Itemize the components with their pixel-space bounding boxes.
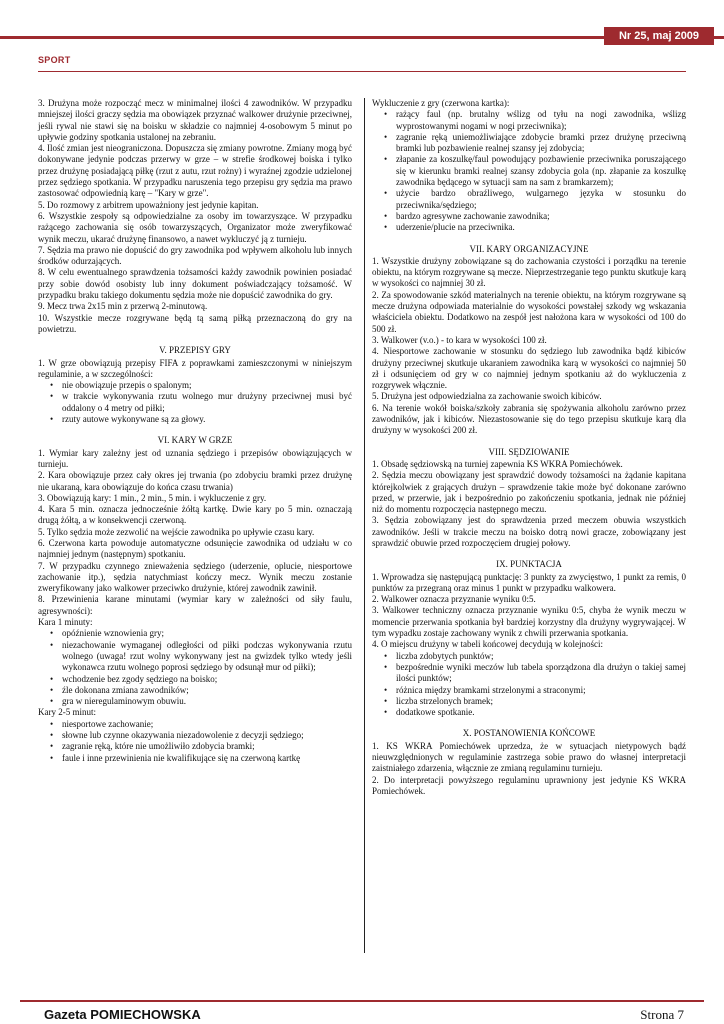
section-heading: VII. KARY ORGANIZACYJNE (469, 243, 589, 254)
paragraph: 7. W przypadku czynnego znieważenia sędziego (uderzenie, oplucie, niesportowe zachowanie itp.), sędzia natychmiast kończy mecz. Wynik meczu zostanie zweryfikowany jako walkower przeciwko drużynie, której zawodnik zawinił. (38, 560, 352, 594)
bullet-item: • gra w nieregulaminowym obuwiu. (38, 696, 352, 707)
paragraph: 10. Wszystkie mecze rozgrywane będą tą samą piłką przeznaczoną do gry na powietrzu. (38, 312, 352, 334)
bullet-item: • rażący faul (np. brutalny wślizg od tyłu na nogi zawodnika, wślizg wyprostowanymi nogami w nogi przeciwnika); (372, 109, 686, 132)
bullet-item: • bezpośrednie wyniki meczów lub tabela sporządzona dla drużyn o takiej samej ilości punktów; (372, 662, 686, 685)
section-heading: V. PRZEPISY GRY (159, 345, 231, 356)
paragraph: 1. Wprowadza się następującą punktację: 3 punkty za zwycięstwo, 1 punkt za remis, 0 punktów za przegraną oraz minus 1 punkt w przypadku walkowera. (372, 571, 686, 593)
paragraph: 3. Drużyna może rozpocząć mecz w minimalnej ilości 4 zawodników. W przypadku mniejszej ilości graczy sędzia ma obowiązek przyznać walkower drużynie przeciwnej, jeśli rywal nie stawi się na boisku w składzie co najmniej 4-osobowym 5 minut po upływie godziny spotkania ustalonej na zebraniu. (38, 98, 352, 142)
bullet-item: • uderzenie/plucie na przeciwnika. (372, 222, 686, 233)
paragraph: 7. Sędzia ma prawo nie dopuścić do gry zawodnika pod wpływem alkoholu lub innych środków odurzających. (38, 244, 352, 267)
issue-label: Nr 25, maj 2009 (604, 27, 714, 45)
top-banner (0, 0, 724, 56)
bullet-item: • liczba strzelonych bramek; (372, 696, 686, 707)
bullet-item: • rzuty autowe wykonywane są za głowy. (38, 414, 352, 425)
section-label: SPORT (38, 55, 71, 65)
paragraph: 1. W grze obowiązują przepisy FIFA z poprawkami zamieszczonymi w niniejszym regulaminie, a w szczególności: (38, 357, 352, 379)
paragraph: 1. KS WKRA Pomiechówek uprzedza, że w sytuacjach nietypowych bądź nieuwzględnionych w regulaminie zastrzega sobie prawo do własnej interpretacji zaistniałego zdarzenia, włącznie ze zmianą regulaminu turnieju. (372, 740, 686, 774)
paragraph: 3. Walkower techniczny oznacza przyznanie wyniku 0:5, chyba że wynik meczu w momencie przerwania spotkania był bardziej korzystny dla drużyny wygrywającej. W tym wypadku zostaje zachowany wynik z chwili przerwania spotkania. (372, 605, 686, 639)
paragraph: 1. Wszystkie drużyny zobowiązane są do zachowania czystości i porządku na terenie obiektu, na którym rozgrywane są mecze. Nieprzestrzeganie tego punktu skutkuje karą w wysokości co najmniej 30 zł. (372, 255, 686, 289)
paragraph: Kara 1 minuty: (38, 617, 93, 628)
paragraph: 2. Walkower oznacza przyznanie wyniku 0:5. (372, 594, 536, 605)
bullet-item: • w trakcie wykonywania rzutu wolnego mur drużyny przeciwnej musi być oddalony o 4 metry od piłki; (38, 391, 352, 414)
paragraph: 5. Tylko sędzia może zezwolić na wejście zawodnika po upływie czasu kary. (38, 526, 315, 537)
paragraph: 1. Wymiar kary zależny jest od uznania sędziego i przepisów obowiązujących w turnieju. (38, 447, 352, 469)
paragraph: 8. Przewinienia karane minutami (wymiar kary w zależności od siły faulu, agresywności): (38, 594, 352, 616)
paragraph: 3. Sędzia zobowiązany jest do sprawdzenia przed meczem obuwia wszystkich zawodników. Jeśli w trakcie meczu na boisko dotrą nowi gracze, zobowiązany jest sprawdzić obuwie przed rozpoczęciem drugiej połowy. (372, 515, 686, 548)
paragraph: 8. W celu ewentualnego sprawdzenia tożsamości każdy zawodnik powinien posiadać przy sobie dowód osobisty lub inny dokument poświadczający tożsamość. W przypadku braku takiego dokumentu sędzia może nie dopuścić zawodnika do gry. (38, 267, 352, 301)
page-number: Strona 7 (640, 1007, 684, 1022)
bullet-item: • dodatkowe spotkanie. (372, 707, 686, 718)
bullet-item: • wchodzenie bez zgody sędziego na boisko; (38, 674, 352, 685)
paragraph: 2. Kara obowiązuje przez cały okres jej trwania (po zdobyciu bramki przez drużynę nie ukaraną, kara obowiązuje do końca czasu trwania) (38, 470, 352, 492)
newspaper-name: Gazeta POMIECHOWSKA (44, 1007, 201, 1022)
left-column (38, 98, 352, 764)
paragraph: 6. Wszystkie zespoły są odpowiedzialne za osoby im towarzyszące. W przypadku rażącego zachowania się osób towarzyszących, Organizator może zweryfikować wynik meczu, ukarać drużynę finansowo, a nawet wykluczyć ją z turnieju. (38, 210, 352, 244)
section-rule (38, 71, 686, 72)
section-heading: VI. KARY W GRZE (157, 435, 233, 446)
bullet-item: • użycie bardzo obraźliwego, wulgarnego języka w stosunku do przeciwnika/sędziego; (372, 188, 686, 211)
bullet-item: • zagranie ręką, które nie umożliwiło zdobycia bramki; (38, 741, 352, 752)
bullet-item: • źle dokonana zmiana zawodników; (38, 685, 352, 696)
paragraph: 2. Sędzia meczu obowiązany jest sprawdzić dowody tożsamości na żądanie kapitana którejkolwiek z grających drużyn – sprawdzenie takie może być dokonane zarówno przed, w przerwie, jak i bezpośrednio po zakończeniu spotkania, jednak nie później niż do momentu rozpoczęcia następnego meczu. (372, 470, 686, 515)
paragraph: 6. Na terenie wokół boiska/szkoły zabrania się spożywania alkoholu zarówno przez zawodników, jak i kibiców. Niezastosowanie się do tego przepisu skutkuje karą dla drużyny w wysokości 200 zł. (372, 402, 686, 436)
bullet-item: • słowne lub czynne okazywania niezadowolenie z decyzji sędziego; (38, 730, 352, 741)
paragraph: 6. Czerwona karta powoduje automatyczne odsunięcie zawodnika od udziału w co najmniej jednym (następnym) spotkaniu. (38, 537, 352, 560)
bullet-item: • zagranie ręką uniemożliwiające zdobycie bramki przez drużynę przeciwną bramki lub pozbawienie realnej szansy jej zdobycia; (372, 132, 686, 155)
bullet-item: • liczba zdobytych punktów; (372, 651, 686, 662)
paragraph: 5. Drużyna jest odpowiedzialna za zachowanie swoich kibiców. (372, 391, 602, 402)
bullet-item: • niesportowe zachowanie; (38, 719, 352, 730)
paragraph: Kary 2-5 minut: (38, 707, 96, 718)
paragraph: 1. Obsadę sędziowską na turniej zapewnia KS WKRA Pomiechówek. (372, 458, 623, 469)
bullet-item: • opóźnienie wznowienia gry; (38, 628, 352, 639)
bullet-item: • niezachowanie wymaganej odległości od piłki podczas wykonywania rzutu wolnego (uwaga! rzut wolny wykonywany jest na gwizdek tylko wtedy jeśli wykonawca rzutu wolnego poprosi sędziego by odsunął mur od piłki); (38, 640, 352, 674)
paragraph: 2. Do interpretacji powyższego regulaminu uprawniony jest jedynie KS WKRA Pomiechówek. (372, 774, 686, 796)
paragraph: 4. O miejscu drużyny w tabeli końcowej decydują w kolejności: (372, 639, 603, 650)
paragraph: 4. Niesportowe zachowanie w stosunku do sędziego lub zawodnika bądź kibiców drużyny przeciwnej skutkuje ukaraniem zawodnika karą w wysokości co najmniej 50 zł i odsunięciem od gry w co najmniej jednym spotkaniu aż do wykluczenia z rozgrywek włącznie. (372, 346, 686, 391)
paragraph: 5. Do rozmowy z arbitrem upoważniony jest jedynie kapitan. (38, 199, 259, 210)
paragraph: 4. Kara 5 min. oznacza jednocześnie żółtą kartkę. Dwie kary po 5 min. oznaczają drugą żółtą, a w konsekwencji czerwoną. (38, 504, 352, 526)
column-divider (364, 98, 365, 953)
bullet-item: • faule i inne przewinienia nie kwalifikujące się na czerwoną kartkę (38, 753, 352, 764)
paragraph: Wykluczenie z gry (czerwona kartka): (372, 98, 510, 108)
footer-rule (20, 1000, 704, 1002)
section-heading: IX. PUNKTACJA (496, 559, 562, 570)
bullet-item: • bardzo agresywne zachowanie zawodnika; (372, 211, 686, 222)
paragraph: 9. Mecz trwa 2x15 min z przerwą 2-minutową. (38, 301, 208, 312)
section-heading: VIII. SĘDZIOWANIE (488, 446, 570, 457)
paragraph: 4. Ilość zmian jest nieograniczona. Dopuszcza się zmiany powrotne. Zmiany mogą być dokonywane jedynie podczas przerwy w grze – w strefie środkowej boiska i tylko przez drużynę posiadającą piłkę (rzut z autu, rzut rożny) i wyraźnej zgodzie udzielonej przez sędziego spotkania. W przypadku naruszenia tego przepisu gry sędzia ma prawo zastosować odpowiednią karę – "Kary w grze". (38, 143, 352, 199)
paragraph: 2. Za spowodowanie szkód materialnych na terenie obiektu, na którym rozgrywane są mecze drużyna odpowiada materialnie do wysokości powstałej szkody wg wskazania właściciela obiektu. Dodatkowo na zespół jest nałożona kara w wysokości od 100 do 500 zł. (372, 289, 686, 334)
paragraph: 3. Obowiązują kary: 1 min., 2 min., 5 min. i wykluczenie z gry. (38, 492, 267, 503)
bullet-item: • złapanie za koszulkę/faul powodujący pozbawienie przeciwnika poruszającego się w kierunku bramki realnej szansy zdobycia gola (np. złapanie za koszulkę zawodnika będącego w sytuacji sam na sam z bramkarzem); (372, 154, 686, 188)
paragraph: 3. Walkower (v.o.) - to kara w wysokości 100 zł. (372, 334, 547, 345)
bullet-item: • nie obowiązuje przepis o spalonym; (38, 380, 352, 391)
right-column (372, 98, 686, 797)
bullet-item: • różnica między bramkami strzelonymi a straconymi; (372, 685, 686, 696)
section-heading: X. POSTANOWIENIA KOŃCOWE (462, 728, 596, 739)
